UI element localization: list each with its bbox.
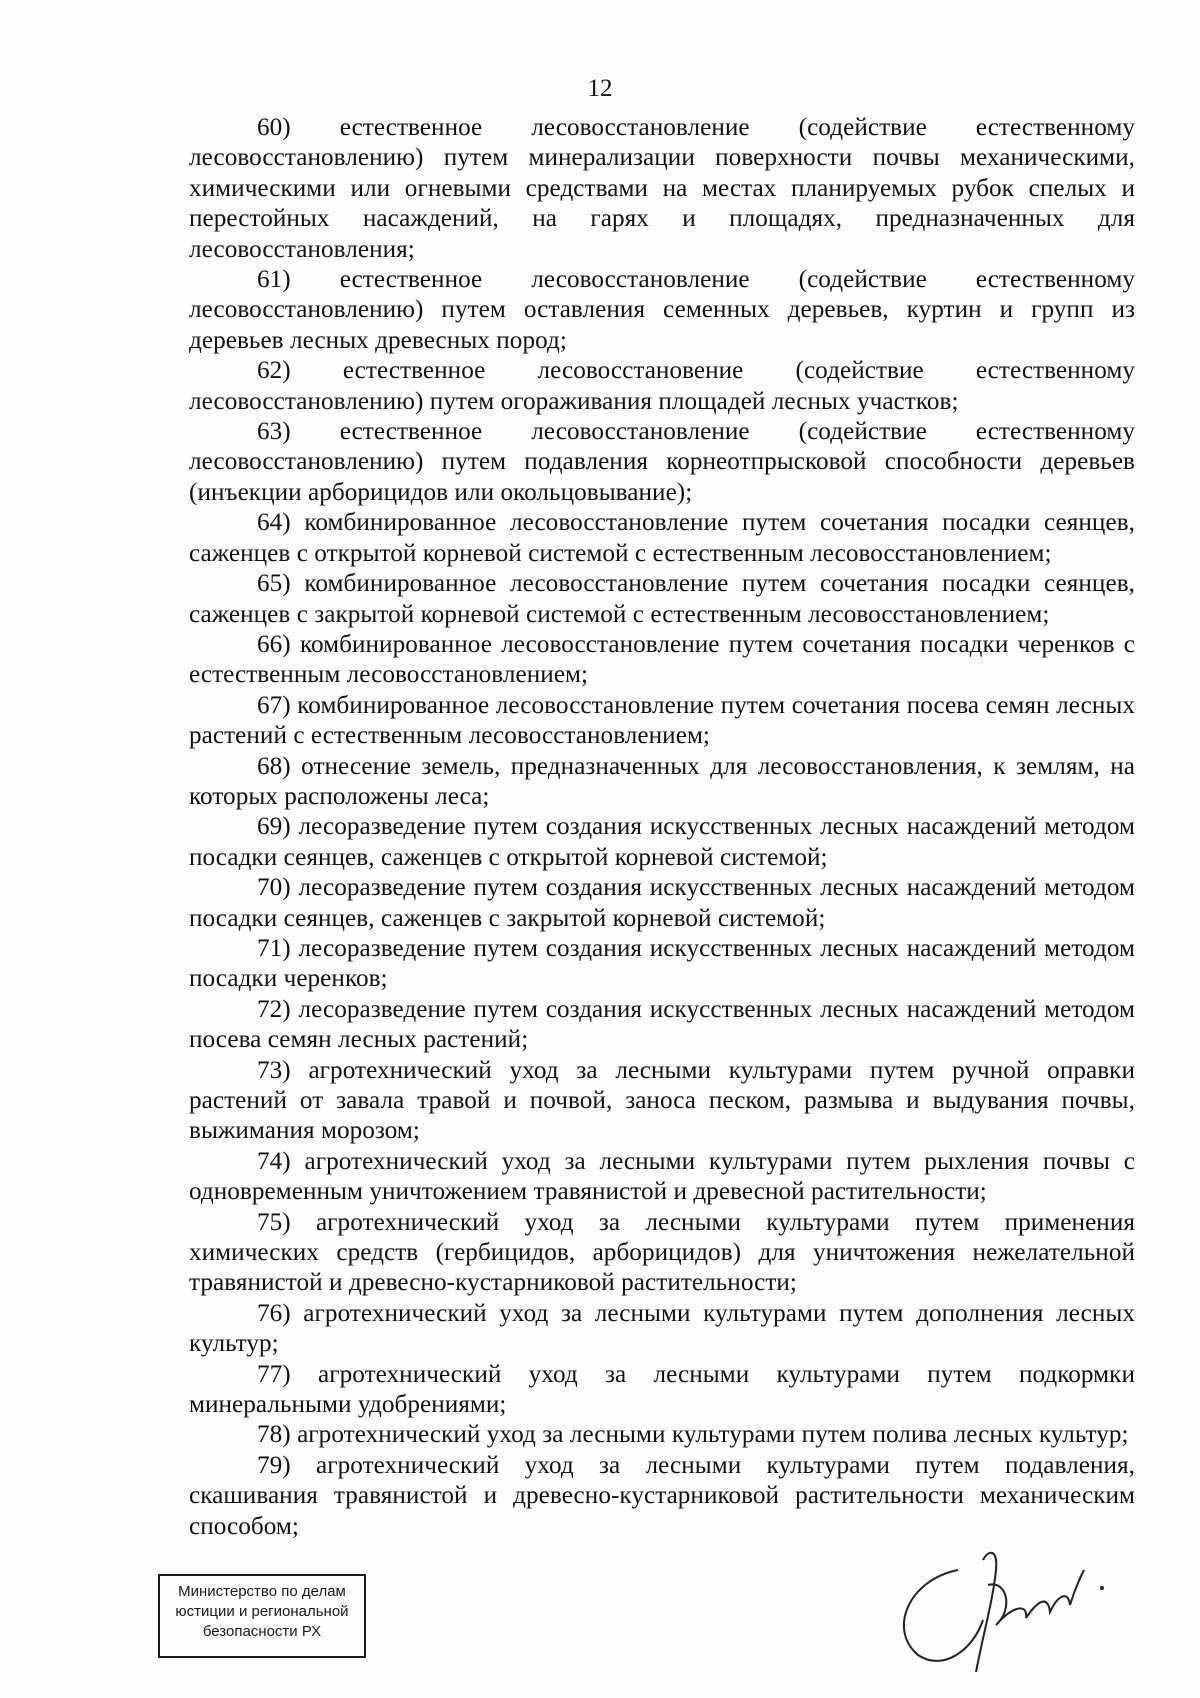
document-body (189, 113, 1135, 1542)
list-item: 67) комбинированное лесовосстановление путем сочетания посева семян лесных растений с естественным лесовосстановлением; (189, 691, 1135, 750)
list-item: 60) естественное лесовосстановление (содействие естественному лесовосстановлению) путем минерализации поверхности почвы механическими, химическими или огневыми средствами на местах планируемых рубок спелых и перестойных насаждений, на гарях и площадях, предназначенных для лесовосстановления; (189, 114, 1135, 263)
stamp-line: безопасности РХ (202, 1623, 322, 1640)
list-item: 62) естественное лесовосстановение (содействие естественному лесовосстановлению) путем огораживания площадей лесных участков; (189, 357, 1135, 415)
ministry-stamp (158, 1574, 366, 1658)
list-item: 73) агротехнический уход за лесными культурами путем ручной оправки растений от завала травой и почвой, заноса песком, размыва и выдувания почвы, выжимания морозом; (189, 1056, 1135, 1145)
list-item: 63) естественное лесовосстановление (содействие естественному лесовосстановлению) путем подавления корнеотпрысковой способности деревьев (инъекции арборицидов или окольцовывание); (189, 418, 1135, 506)
page-number: 12 (587, 75, 613, 102)
list-item: 79) агротехнический уход за лесными культурами путем подавления, скашивания травянистой и древесно-кустарниковой растительности механическим способом; (189, 1451, 1135, 1540)
stamp-line: Министерство по делам (178, 1583, 346, 1600)
list-item: 66) комбинированное лесовосстановление путем сочетания посадки черенков с естественным лесовосстановлением; (189, 630, 1135, 689)
list-item: 76) агротехнический уход за лесными культурами путем дополнения лесных культур; (189, 1299, 1135, 1358)
list-item: 78) агротехнический уход за лесными культурами путем полива лесных культур; (257, 1421, 1129, 1449)
list-item: 71) лесоразведение путем создания искусственных лесных насаждений методом посадки черенков; (189, 934, 1135, 993)
list-item: 68) отнесение земель, предназначенных для лесовосстановления, к землям, на которых расположены леса; (189, 752, 1135, 810)
list-item: 72) лесоразведение путем создания искусственных лесных насаждений методом посева семян лесных растений; (189, 995, 1135, 1054)
list-item: 75) агротехнический уход за лесными культурами путем применения химических средств (гербицидов, арборицидов) для уничтожения нежелательной травянистой и древесно-кустарниковой растительности; (189, 1208, 1135, 1297)
list-item: 70) лесоразведение путем создания искусственных лесных насаждений методом посадки сеянцев, саженцев с закрытой корневой системой; (189, 874, 1135, 932)
list-item: 64) комбинированное лесовосстановление путем сочетания посадки сеянцев, саженцев с открытой корневой системой с естественным лесовосстановлением; (189, 509, 1135, 567)
list-item: 65) комбинированное лесовосстановление путем сочетания посадки сеянцев, саженцев с закрытой корневой системой с естественным лесовосстановлением; (189, 570, 1135, 628)
list-item: 69) лесоразведение путем создания искусственных лесных насаждений методом посадки сеянцев, саженцев с открытой корневой системой; (189, 813, 1135, 871)
list-item: 77) агротехнический уход за лесными культурами путем подкормки минеральными удобрениями; (189, 1360, 1135, 1419)
list-item: 74) агротехнический уход за лесными культурами путем рыхления почвы с одновременным уничтожением травянистой и древесной растительности; (189, 1147, 1135, 1206)
stamp-line: юстиции и региональной (175, 1603, 349, 1620)
handwritten-signature (888, 1540, 1128, 1680)
list-item: 61) естественное лесовосстановление (содействие естественному лесовосстановлению) путем оставления семенных деревьев, куртин и групп из деревьев лесных древесных пород; (189, 266, 1135, 354)
